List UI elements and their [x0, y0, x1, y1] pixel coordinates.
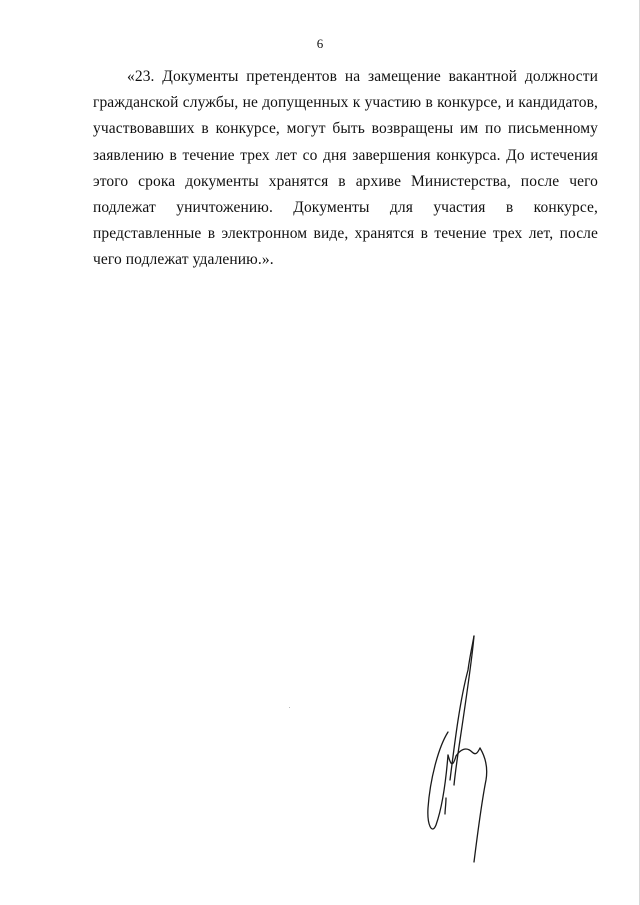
signature-icon: [400, 630, 510, 870]
scan-speck: [289, 707, 290, 708]
page-number: 6: [316, 36, 324, 51]
body-paragraph: «23. Документы претендентов на замещение вакантной должности гражданской службы, не допущенных к участию в конкурсе, и кандидатов, участвовавших в конкурсе, могут быть возвращены им по письменному заявлению в течение трех лет со дня завершения конкурса. До истечения этого срока документы хранятся в архиве Министерства, после чего подлежат уничтожению. Документы для участия в конкурсе, представленные в электронном виде, хранятся в течение трех лет, после чего подлежат удалению.».: [93, 68, 598, 269]
